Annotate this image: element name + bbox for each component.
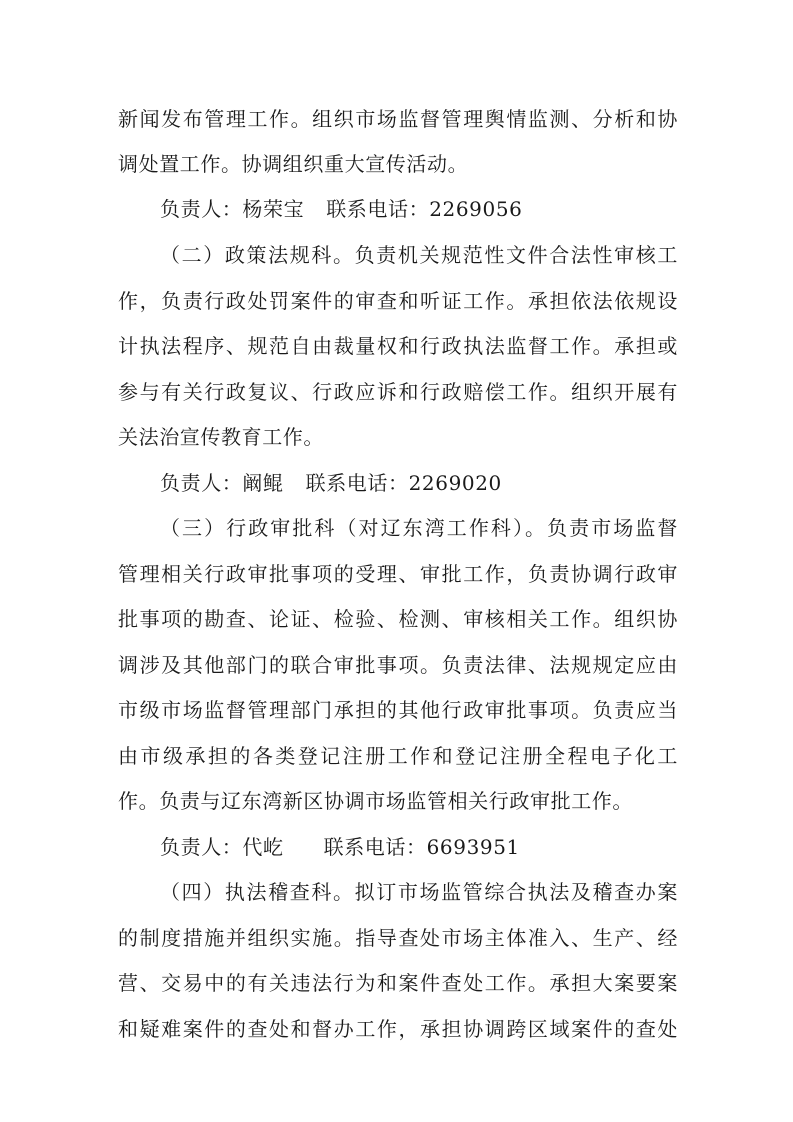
paragraph-line: 作，负责行政处罚案件的审查和听证工作。承担依法依规设 <box>118 289 678 313</box>
paragraph-line: 计执法程序、规范自由裁量权和行政执法监督工作。承担或 <box>118 334 678 358</box>
paragraph-line: 调处置工作。协调组织重大宣传活动。 <box>118 152 469 176</box>
contact-phone: 联系电话：2269056 <box>326 197 523 221</box>
responsible-person: 负责人：代屹 <box>160 835 284 859</box>
paragraph-line: 作。负责与辽东湾新区协调市场监管相关行政审批工作。 <box>118 789 633 813</box>
paragraph-line: 市级市场监督管理部门承担的其他行政审批事项。负责应当 <box>118 698 678 722</box>
paragraph-line: 批事项的勘查、论证、检验、检测、审核相关工作。组织协 <box>118 607 678 631</box>
responsible-person: 负责人：杨荣宝 <box>160 197 305 221</box>
contact-line <box>160 835 520 859</box>
section-heading-line: （三）行政审批科（对辽东湾工作科）。负责市场监督 <box>160 516 678 540</box>
responsible-person: 负责人：阚鲲 <box>160 471 284 495</box>
paragraph-line: 由市级承担的各类登记注册工作和登记注册全程电子化工 <box>118 744 678 768</box>
paragraph-line: 的制度措施并组织实施。指导查处市场主体准入、生产、经 <box>118 926 678 950</box>
paragraph-line: 参与有关行政复议、行政应诉和行政赔偿工作。组织开展有 <box>118 380 678 404</box>
section-heading-line: （二）政策法规科。负责机关规范性文件合法性审核工 <box>160 243 678 267</box>
section-heading-line: （四）执法稽查科。拟订市场监管综合执法及稽查办案 <box>160 880 678 904</box>
contact-line <box>160 471 502 495</box>
paragraph-line: 管理相关行政审批事项的受理、审批工作，负责协调行政审 <box>118 562 678 586</box>
paragraph-line: 关法治宣传教育工作。 <box>118 425 324 449</box>
paragraph-line: 调涉及其他部门的联合审批事项。负责法律、法规规定应由 <box>118 653 678 677</box>
contact-phone: 联系电话：2269020 <box>305 471 502 495</box>
contact-phone: 联系电话：6693951 <box>323 835 520 859</box>
paragraph-line: 营、交易中的有关违法行为和案件查处工作。承担大案要案 <box>118 971 678 995</box>
contact-line <box>160 197 522 221</box>
paragraph-line: 新闻发布管理工作。组织市场监督管理舆情监测、分析和协 <box>118 107 678 131</box>
paragraph-line: 和疑难案件的查处和督办工作，承担协调跨区域案件的查处 <box>118 1017 678 1041</box>
